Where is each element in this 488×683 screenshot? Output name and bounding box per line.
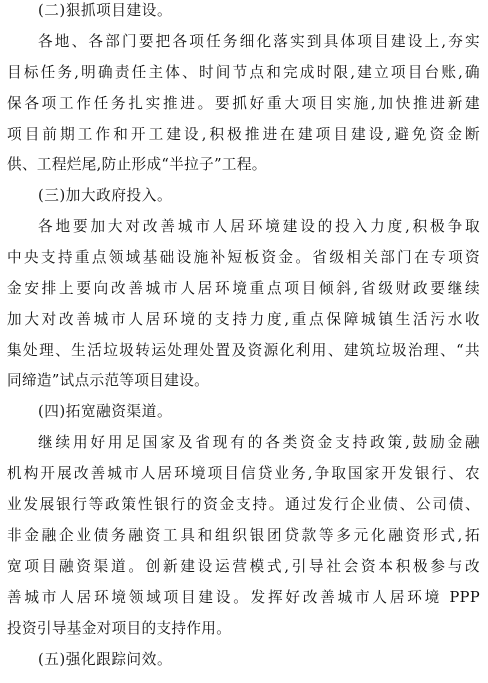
paragraph-line: 中央支持重点领域基础设施补短板资金。省级相关部门在专项资 [7,249,480,266]
paragraph-line: 供、工程烂尾,防止形成“半拉子”工程。 [7,156,267,173]
paragraph-line: 业发展银行等政策性银行的资金支持。通过发行企业债、公司债、 [7,496,480,513]
paragraph-line: 目标任务,明确责任主体、时间节点和完成时限,建立项目台账,确 [7,64,480,81]
paragraph-line: 非金融企业债务融资工具和组织银团贷款等多元化融资形式,拓 [7,527,480,544]
paragraph-line: 同缔造”试点示范等项目建设。 [7,372,210,389]
paragraph-line: 各地、各部门要把各项任务细化落实到具体项目建设上,夯实 [38,33,480,50]
paragraph-line: 集处理、生活垃圾转运处理处置及资源化利用、建筑垃圾治理、“共 [7,342,480,359]
paragraph-line: 保各项工作任务扎实推进。要抓好重大项目实施,加快推进新建 [7,95,480,112]
paragraph-line: 金安排上要向改善城市人居环境重点项目倾斜,省级财政要继续 [7,280,480,297]
section-heading-2: (二)狠抓项目建设。 [38,2,173,19]
paragraph-line: 投资引导基金对项目的支持作用。 [7,620,232,637]
paragraph-line: 项目前期工作和开工建设,积极推进在建项目建设,避免资金断 [7,126,480,143]
paragraph-line: 善城市人居环境领域项目建设。发挥好改善城市人居环境 PPP [7,589,480,606]
paragraph-line: 各地要加大对改善城市人居环境建设的投入力度,积极争取 [38,218,480,235]
paragraph-line: 宽项目融资渠道。创新建设运营模式,引导社会资本积极参与改 [7,558,480,575]
section-heading-3: (三)加大政府投入。 [38,187,173,204]
paragraph-line: 加大对改善城市人居环境的支持力度,重点保障城镇生活污水收 [7,311,480,328]
paragraph-line: 继续用好用足国家及省现有的各类资金支持政策,鼓励金融 [38,434,480,451]
paragraph-line: 机构开展改善城市人居环境项目信贷业务,争取国家开发银行、农 [7,465,480,482]
section-heading-5: (五)强化跟踪问效。 [38,651,173,668]
section-heading-4: (四)拓宽融资渠道。 [38,403,173,420]
